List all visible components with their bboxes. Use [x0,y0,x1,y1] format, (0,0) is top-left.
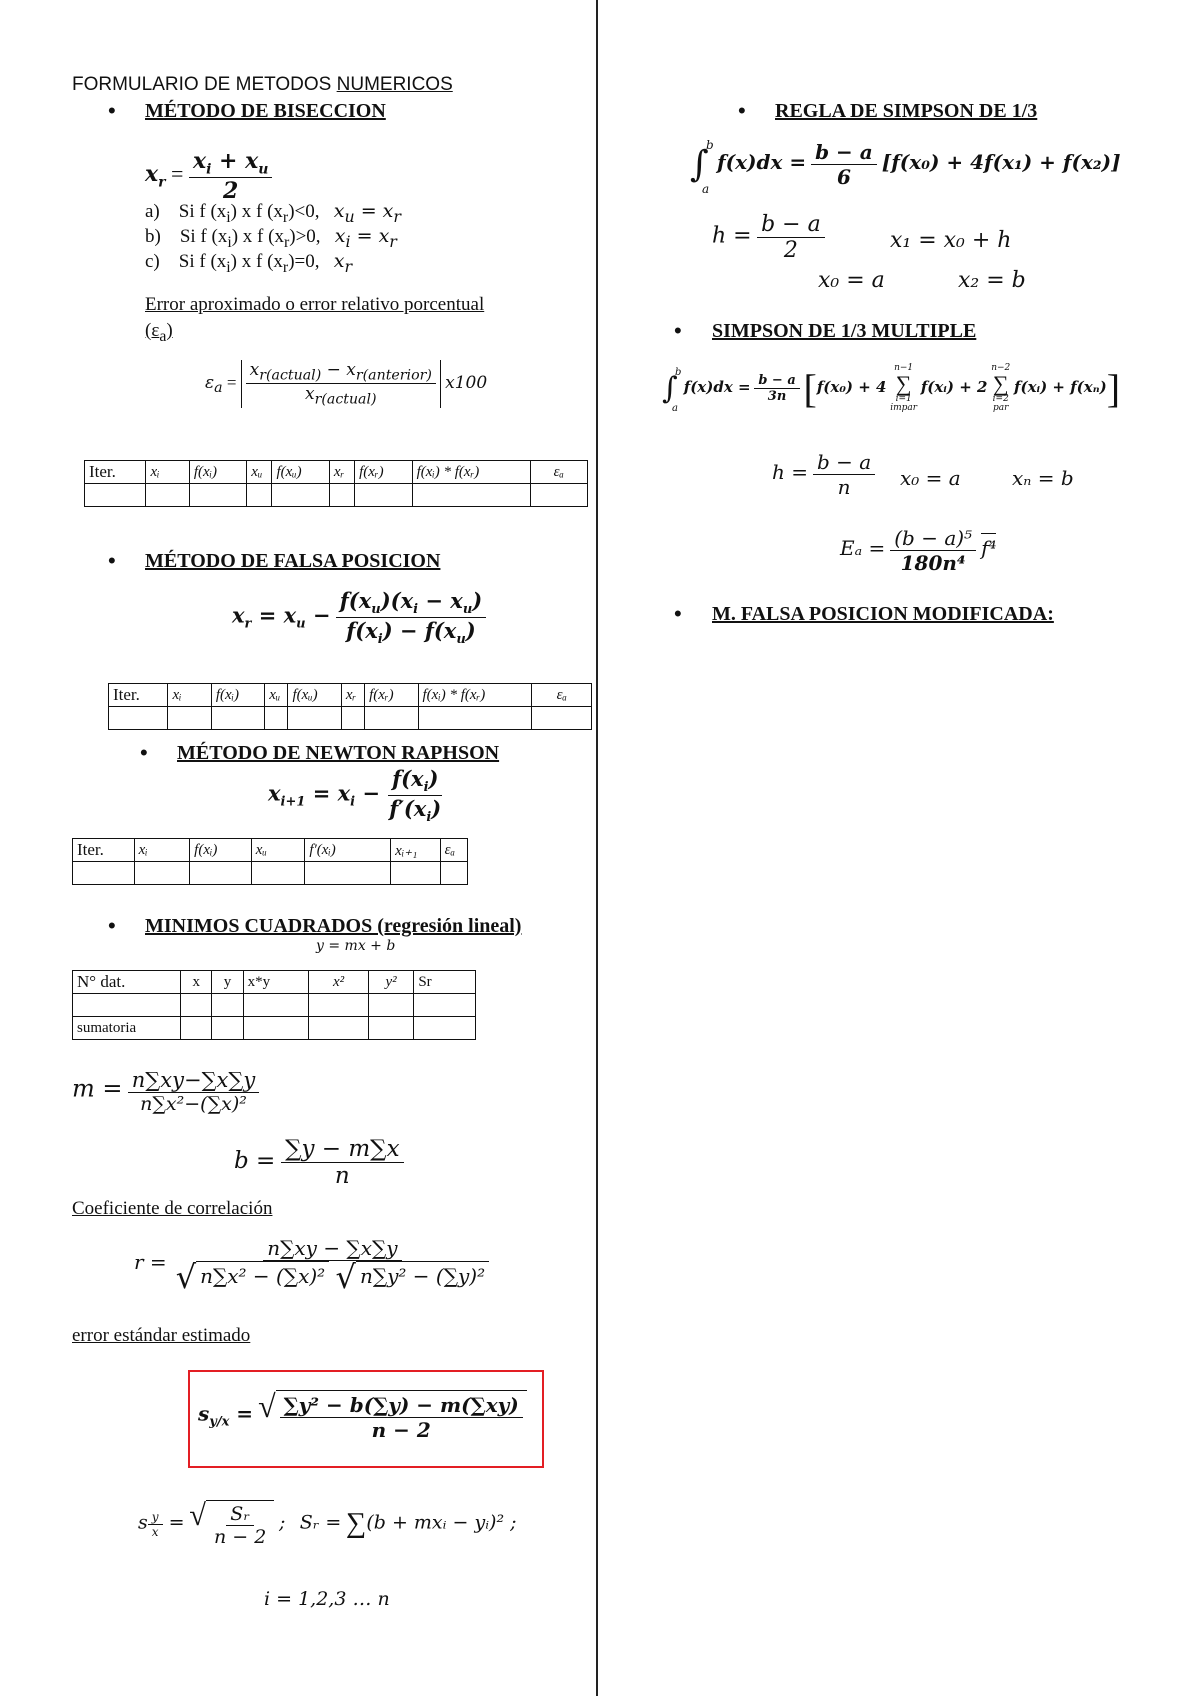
sum-label: sumatoria [73,1017,181,1040]
bullet-icon: • [108,548,116,573]
falsa-posicion-heading: MÉTODO DE FALSA POSICION [145,550,441,572]
table-row [73,1017,476,1040]
error-formula: $\varepsilon_a$ = $\frac{x_{r(actual)} - x_{r(anterior)}}{x_{r(actual)}}$ x100 [205,360,488,408]
table-header-cell: xᵣ [329,461,354,484]
table-header-cell: f(xᵢ) * f(xᵣ) [418,684,532,707]
table-header-cell: xᵢ [168,684,211,707]
newton-table [72,838,468,885]
table-header-cell: xᵤ [251,839,305,862]
index-range: i = 1,2,3 … n [264,1588,390,1610]
table-row [73,994,476,1017]
table-header-cell: f(xᵤ) [288,684,341,707]
table-header-cell: x [181,971,212,994]
intercept-formula: b = $\frac{\sum y - m\sum x}{n}$ [234,1136,404,1189]
bullet-icon: • [674,601,682,626]
simpson-multiple-heading: SIMPSON DE 1/3 MULTIPLE [712,320,977,342]
biseccion-heading: MÉTODO DE BISECCION [145,100,386,122]
simpson13-x1: x₁ = x₀ + h [890,228,1012,253]
table-header-cell: εₐ [532,684,592,707]
bullet-icon: • [108,98,116,123]
table-header-cell: xᵤ [265,684,288,707]
table-header-cell: y [212,971,243,994]
correlation-label: Coeficiente de correlación [72,1198,273,1219]
table-header-cell: f(xᵣ) [365,684,418,707]
table-header-cell: x*y [243,971,309,994]
correlation-formula: r = n∑xy − ∑x∑y √ n∑x² − (∑x)² √ n∑y² − (∑y)² [134,1236,493,1293]
table-header-cell: xᵤ [247,461,272,484]
simpson13-formula: ∫ b a f(x)dx = $\frac{b - a}{6}$ [f(x₀) + 4f(x₁) + f(x₂)] [690,138,1121,196]
biseccion-condition-a: a) Si f $(x_i)$ x f $(x_r)<0$, $x_u = x_r$ [145,200,401,226]
table-header-cell: Iter. [109,684,168,707]
table-header-cell: y² [368,971,413,994]
simpson-multiple-formula: ∫ b a f(x)dx = $\frac{b - a}{3n}$ [f(x₀) + 4 n−1 ∑ i=1 impar f(xᵢ) + 2 n−2 ∑ i=2 par f(xᵢ) + f(xₙ)] [662,363,1121,414]
table-header-cell: f(xᵢ) [190,839,252,862]
table-header-cell: Sr [414,971,476,994]
table-header-cell: x² [309,971,369,994]
table-header-cell: f(xᵤ) [272,461,329,484]
table-header-cell: εₐ [440,839,467,862]
table-row [73,862,468,885]
biseccion-condition-b: b) Si f $(x_i)$ x f $(x_r)>0$, $x_i = x_r$ [145,225,397,251]
falsa-posicion-table [108,683,592,730]
newton-heading: MÉTODO DE NEWTON RAPHSON [177,742,500,764]
minimos-heading: MINIMOS CUADRADOS (regresión lineal) [145,915,522,937]
slope-formula: m = $\frac{n\sum xy-\sum x\sum y}{\text{n∑x²−(∑x)²}}$ [72,1068,259,1115]
document-title: FORMULARIO DE METODOS NUMERICOS [72,74,453,95]
error-label-line1: Error aproximado o error relativo porcentual [145,294,485,315]
bullet-icon: • [674,318,682,343]
table-row [109,707,592,730]
simpson13-heading: REGLA DE SIMPSON DE 1/3 [775,100,1038,122]
bullet-icon: • [108,913,116,938]
newton-formula: $x_{i+1} = x_i$ − $\frac{f(x_i)}{f'(x_i)}$ [268,766,442,826]
biseccion-condition-c: c) Si f $(x_i)$ x f $(x_r)=0$, $x_r$ [145,250,353,276]
table-row [85,484,588,507]
table-header-row [73,839,468,862]
simpson-multiple-xn: xₙ = b [1012,466,1074,490]
table-header-cell: xᵢ [146,461,189,484]
table-header-cell: f(xᵣ) [355,461,412,484]
table-header-row [73,971,476,994]
simpson-multiple-x0: x₀ = a [900,466,961,490]
table-header-cell: εₐ [530,461,588,484]
column-divider [596,0,598,1696]
table-header-cell: xᵢ₊₁ [391,839,441,862]
table-header-cell: xᵢ [134,839,190,862]
biseccion-table [84,460,588,507]
table-header-cell: Iter. [85,461,146,484]
bullet-icon: • [140,740,148,765]
standard-error-formula: $s_{y/x}$ = √ $\frac{\text{∑y² − b(∑y) − m(∑xy)}}{n - 2}$ [198,1390,527,1442]
table-header-row [109,684,592,707]
simpson13-x2: x₂ = b [958,268,1026,293]
falsa-posicion-formula: $x_r = x_u$ − $\frac{f(x_u)(x_i - x_u)}{f(x_i) - f(x_u)}$ [232,588,486,647]
table-header-cell: f(xᵢ) [189,461,246,484]
standard-error-label: error estándar estimado [72,1325,251,1346]
table-header-row [85,461,588,484]
table-header-cell: f(xᵢ) * f(xᵣ) [412,461,530,484]
error-label-line2: $(\varepsilon_a)$ [145,320,173,345]
bullet-icon: • [738,98,746,123]
table-header-cell: xᵣ [341,684,364,707]
table-header-cell: Iter. [73,839,135,862]
table-header-cell: f′(xᵢ) [305,839,391,862]
biseccion-formula: $x_r$ = $\frac{x_i + x_u}{2}$ [145,148,272,204]
table-header-cell: f(xᵢ) [211,684,264,707]
minimos-table [72,970,476,1040]
falsa-modificada-heading: M. FALSA POSICION MODIFICADA: [712,603,1054,625]
syx-formula: s $\frac{y}{x}$ = √ $\frac{\text{Sᵣ}}{n - 2}$ ; Sᵣ = ∑(b + mxᵢ − yᵢ)² ; [138,1498,517,1548]
table-header-cell: N° dat. [73,971,181,994]
simpson-multiple-error: Eₐ = $\frac{\text{(b − a)⁵}}{\text{180n⁴}}$ f⁴ [840,526,997,575]
simpson-multiple-step: h = $\frac{b - a}{n}$ [772,450,875,499]
regression-line-equation: y = mx + b [316,938,396,954]
simpson13-step: h = $\frac{b - a}{2}$ [712,212,825,263]
simpson13-x0: x₀ = a [818,268,885,293]
